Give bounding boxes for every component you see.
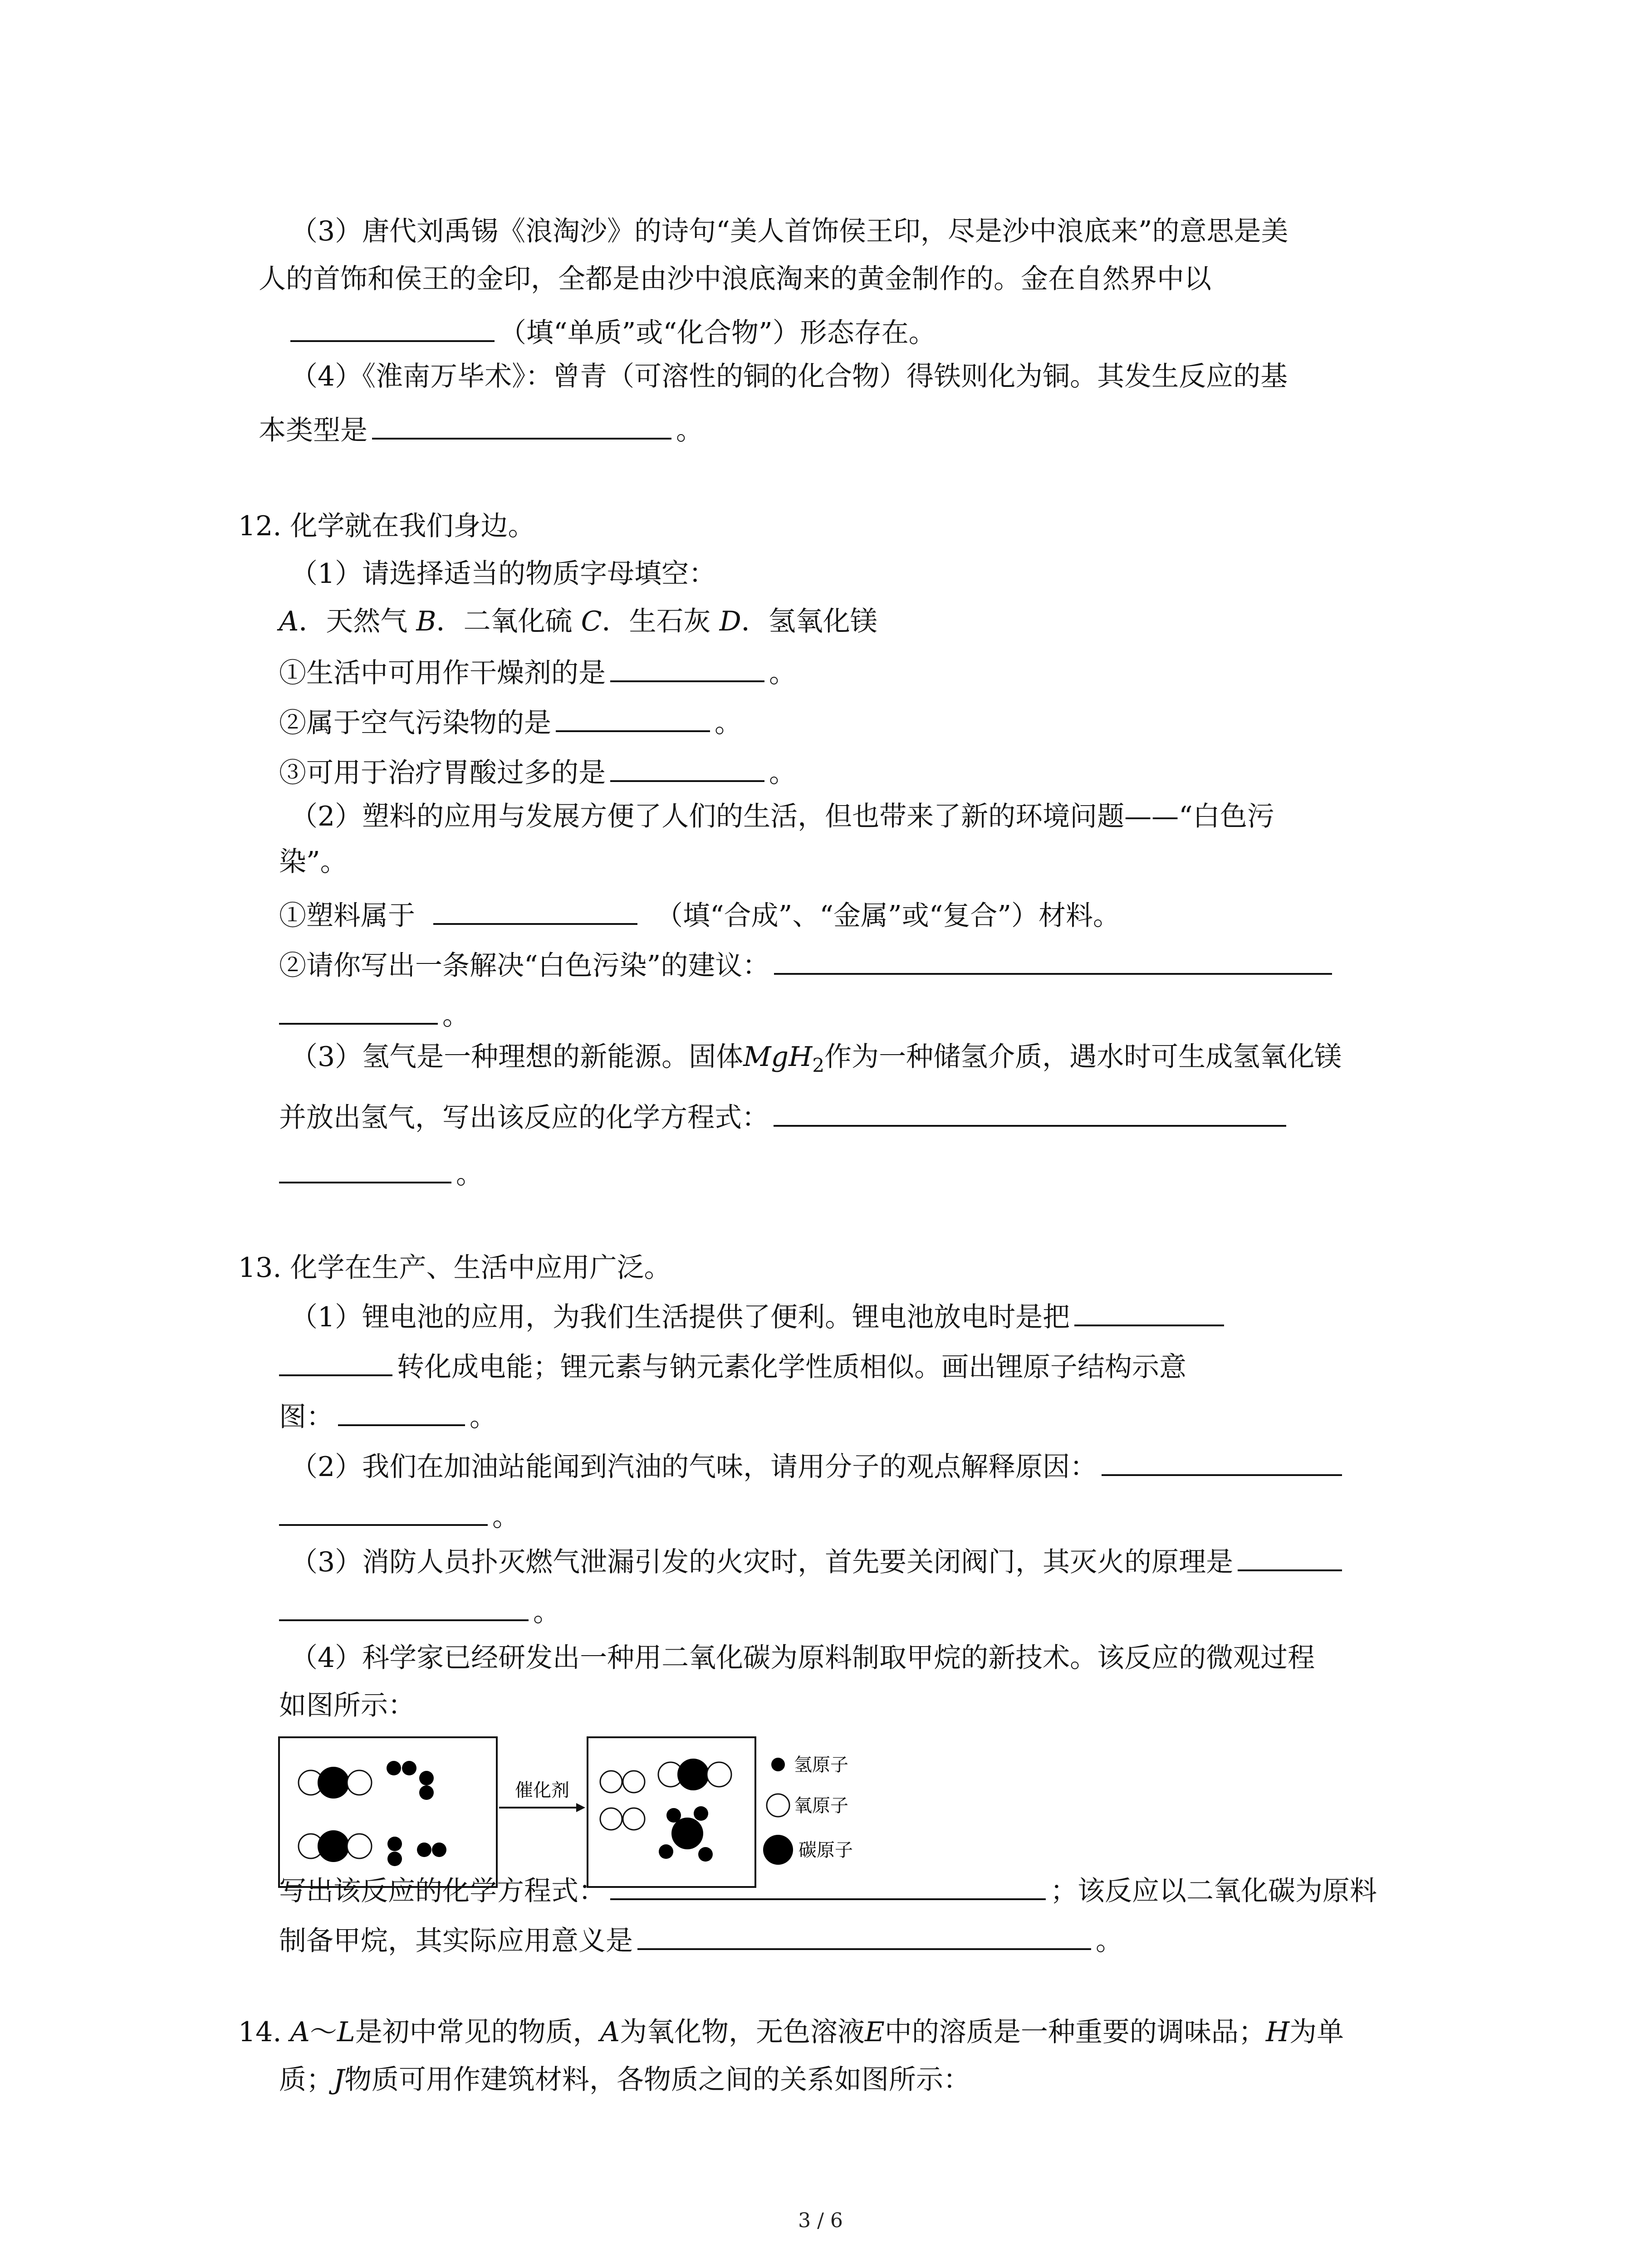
- q12-answer-blank-6b[interactable]: [279, 1154, 451, 1183]
- q12-part3-line2: 并放出氢气，写出该反应的化学方程式：: [279, 1098, 1291, 1136]
- page-number: 3 / 6: [798, 2209, 843, 2232]
- q13-answer-blank-3[interactable]: [1102, 1447, 1342, 1476]
- q12-answer-blank-5b[interactable]: [279, 996, 438, 1025]
- q14-number: 14.: [238, 2016, 282, 2048]
- o2-molecule-2: [600, 1808, 645, 1830]
- legend-carbon-dot: [763, 1835, 793, 1865]
- q12-sub5-cont: 。: [279, 996, 470, 1034]
- q12-sub4: ①塑料属于 （填“合成”、“金属”或“复合”）材料。: [279, 896, 1120, 934]
- q13-answer-blank-1[interactable]: [1074, 1297, 1224, 1326]
- q13-answer-blank-2[interactable]: [338, 1397, 465, 1426]
- q13-answer-blank-6[interactable]: [637, 1921, 1091, 1950]
- reactants-box: [279, 1737, 497, 1887]
- q12-title: 12. 化学就在我们身边。: [238, 510, 535, 542]
- q12-options: A．天然气 B．二氧化硫 C．生石灰 D．氢氧化镁: [279, 606, 877, 637]
- q12-answer-blank-3[interactable]: [610, 753, 764, 782]
- q13-part4-line2: 如图所示：: [279, 1690, 415, 1721]
- q12-answer-blank-1[interactable]: [610, 653, 764, 682]
- q12-part1: （1）请选择适当的物质字母填空：: [290, 558, 716, 590]
- h2-molecule-2: [419, 1771, 434, 1800]
- q12-answer-blank-5[interactable]: [774, 946, 1332, 975]
- q11-part3-line3: （填“单质”或“化合物”）形态存在。: [290, 313, 936, 351]
- arrow-head: [576, 1803, 585, 1812]
- q14-line1: 14. A～L是初中常见的物质，A为氧化物，无色溶液E中的溶质是一种重要的调味品；H为单: [238, 2016, 1344, 2048]
- legend-hydrogen: 氢原子: [794, 1755, 848, 1775]
- q13-answer-blank-1b[interactable]: [279, 1347, 392, 1376]
- legend: [763, 1755, 853, 1865]
- mgh2-formula: MgH: [743, 1041, 813, 1073]
- q13-answer-blank-5[interactable]: [610, 1871, 1046, 1900]
- q13-part3: （3）消防人员扑灭燃气泄漏引发的火灾时，首先要关闭阀门，其灭火的原理是: [290, 1542, 1347, 1580]
- q12-part3-cont: 。: [279, 1154, 483, 1193]
- q12-sub5: ②请你写出一条解决“白色污染”的建议：: [279, 946, 1337, 984]
- legend-hydrogen-dot: [771, 1758, 785, 1771]
- catalyst-label: 催化剂: [515, 1780, 569, 1801]
- q13-part1-line1: （1）锂电池的应用，为我们生活提供了便利。锂电池放电时是把: [290, 1297, 1229, 1335]
- q13-answer-blank-4b[interactable]: [279, 1592, 529, 1621]
- q12-answer-blank-4[interactable]: [433, 896, 637, 925]
- q12-sub3: ③可用于治疗胃酸过多的是 。: [279, 753, 796, 791]
- q13-title: 13. 化学在生产、生活中应用广泛。: [238, 1252, 671, 1284]
- q12-part3-line1: （3）氢气是一种理想的新能源。固体MgH$_2$作为一种储氢介质，遇水时可生成氢氧化镁: [290, 1041, 1342, 1076]
- q13-number: 13.: [238, 1252, 282, 1284]
- q13-part1-line2: 转化成电能；锂元素与钠元素化学性质相似。画出锂原子结构示意: [279, 1347, 1186, 1385]
- h2-molecule-4: [417, 1843, 446, 1857]
- legend-oxygen: 氧原子: [794, 1795, 848, 1816]
- q13-equation-line2: 制备甲烷，其实际应用意义是 。: [279, 1921, 1123, 1959]
- q13-part1-line3: 图： 。: [279, 1397, 497, 1435]
- q11-part3-line2: 人的首饰和侯王的金印，全都是由沙中浪底淘来的黄金制作的。金在自然界中以: [259, 263, 1211, 295]
- legend-oxygen-dot: [767, 1794, 789, 1817]
- q11-answer-blank-2[interactable]: [372, 411, 671, 440]
- q13-part2-cont: 。: [279, 1497, 519, 1535]
- o2-molecule-1: [600, 1771, 645, 1793]
- q12-part2-line1: （2）塑料的应用与发展方便了人们的生活，但也带来了新的环境问题——“白色污: [290, 801, 1274, 832]
- q11-part3-line1: （3）唐代刘禹锡《浪淘沙》的诗句“美人首饰侯王印，尽是沙中浪底来”的意思是美: [290, 215, 1288, 247]
- q12-answer-blank-6[interactable]: [774, 1098, 1286, 1127]
- h2-molecule-3: [387, 1837, 402, 1866]
- co2-molecule-3: [658, 1759, 731, 1790]
- q13-part3-cont: 。: [279, 1592, 560, 1630]
- q13-answer-blank-4[interactable]: [1238, 1542, 1342, 1571]
- q11-answer-blank-1[interactable]: [290, 313, 495, 342]
- q13-part2: （2）我们在加油站能闻到汽油的气味，请用分子的观点解释原因：: [290, 1447, 1347, 1485]
- ch4-molecule: [659, 1806, 713, 1862]
- q12-sub2: ②属于空气污染物的是 。: [279, 703, 742, 741]
- q12-answer-blank-2[interactable]: [556, 703, 710, 732]
- q11-part4-line1: （4）《淮南万毕术》：曾青（可溶性的铜的化合物）得铁则化为铜。其发生反应的基: [290, 361, 1288, 392]
- q14-line2: 质；J物质可用作建筑材料，各物质之间的关系如图所示：: [279, 2064, 971, 2096]
- q12-number: 12.: [238, 510, 282, 542]
- q13-answer-blank-3b[interactable]: [279, 1497, 488, 1526]
- q12-sub1: ①生活中可用作干燥剂的是 。: [279, 653, 796, 691]
- q11-part4-line2: 本类型是 。: [259, 411, 703, 449]
- q13-equation-line1: 写出该反应的化学方程式： ；该反应以二氧化碳为原料: [279, 1871, 1377, 1909]
- h2-molecule-1: [387, 1761, 416, 1775]
- co2-molecule-1: [299, 1767, 372, 1799]
- legend-carbon: 碳原子: [798, 1840, 853, 1861]
- q13-part4-line1: （4）科学家已经研发出一种用二氧化碳为原料制取甲烷的新技术。该反应的微观过程: [290, 1642, 1315, 1674]
- q12-part2-line2: 染”。: [279, 846, 348, 878]
- co2-molecule-2: [299, 1830, 372, 1862]
